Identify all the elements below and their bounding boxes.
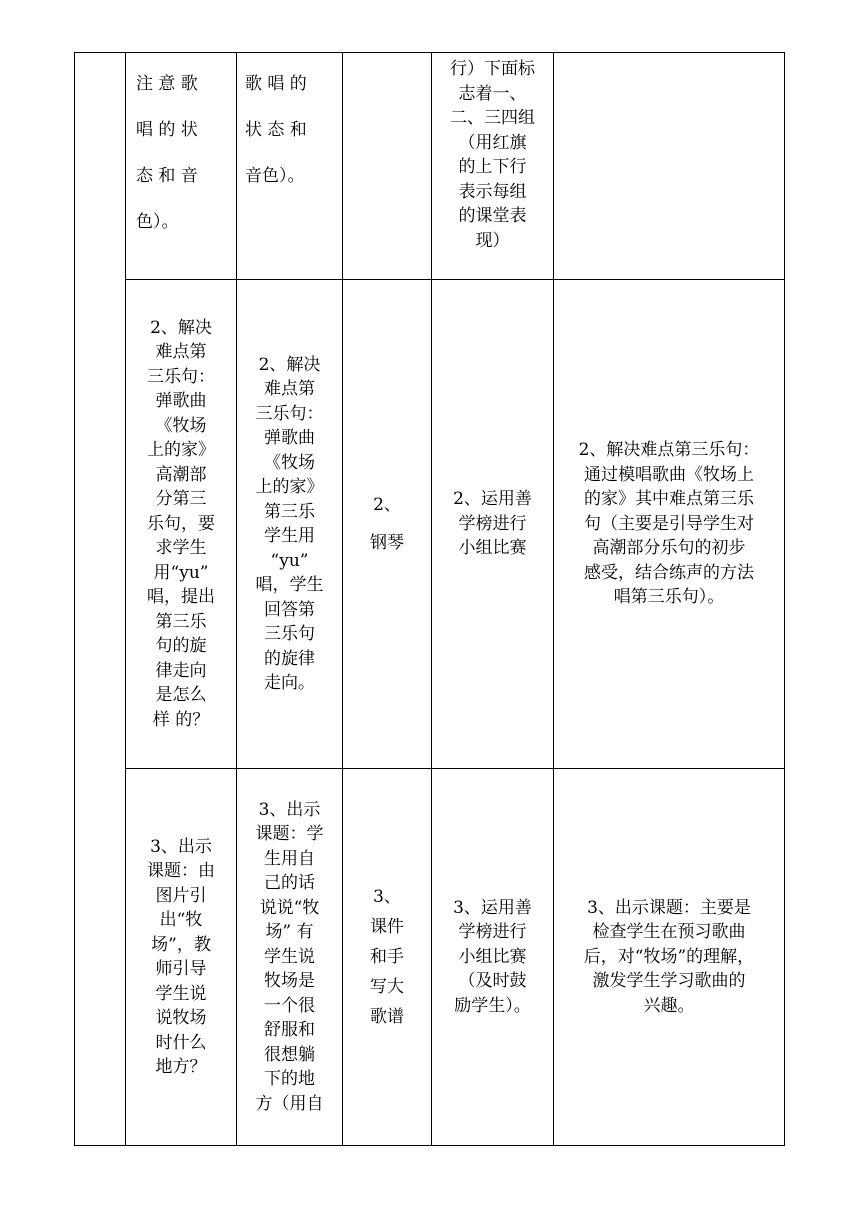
student-activity-cell <box>237 769 343 1146</box>
media-cell <box>343 769 432 1146</box>
media-cell <box>343 280 432 769</box>
table-row <box>75 280 785 769</box>
evaluation-text: 2、运用善 学榜进行 小组比赛 <box>453 489 532 559</box>
evaluation-text: 3、运用善 学榜进行 小组比赛 （及时鼓 励学生）。 <box>453 897 532 1016</box>
design-intent-text: 3、出示课题：主要是 检查学生在预习歌曲 后，对“牧场”的理解， 激发学生学习歌曲的 兴趣。 <box>583 897 755 1016</box>
evaluation-cell <box>432 280 554 769</box>
media-cell <box>343 53 432 280</box>
media-text: 2、 钢琴 <box>370 495 404 553</box>
student-activity-cell <box>237 280 343 769</box>
evaluation-cell <box>432 769 554 1146</box>
table-row <box>75 769 785 1146</box>
evaluation-cell <box>432 53 554 280</box>
evaluation-text: 行）下面标 志着一、 二、三四组 （用红旗 的上下行 表示每组 的课堂表 现） <box>450 59 535 251</box>
teacher-activity-cell <box>126 53 237 280</box>
student-activity-text: 歌 唱 的 状 态 和 音色）。 <box>245 74 307 186</box>
design-intent-cell <box>554 53 785 280</box>
student-activity-text: 2、解决 难点第 三乐句： 弹歌曲 《牧场 上的家》 第三乐 学生用 “yu” 唱，学生 回答第 三乐句 的旋律 走向。 <box>255 354 324 693</box>
teacher-activity-cell <box>126 769 237 1146</box>
teacher-activity-text: 2、解决 难点第 三乐句： 弹歌曲 《牧场 上的家》 高潮部 分第三 乐句，要 求学生 用“yu” 唱，提出 第三乐 句的旋 律走向 是怎么 样 的？ <box>147 317 215 730</box>
design-intent-text: 2、解决难点第三乐句： 通过模唱歌曲《牧场上 的家》其中难点第三乐 句（主要是引导学生对 高潮部分乐句的初步 感受，结合练声的方法 唱第三乐句）。 <box>578 440 760 608</box>
table-row <box>75 53 785 280</box>
student-activity-text: 3、出示 课题：学 生用自 己的话 说说“牧 场” 有 学生说 牧场是 一个很 舒服和 很想躺 下的地 方（用自 <box>255 799 324 1114</box>
media-text: 3、 课件 和手 写大 歌谱 <box>370 887 404 1027</box>
teacher-activity-text: 注 意 歌 唱 的 状 态 和 音 色）。 <box>136 74 198 232</box>
design-intent-cell <box>554 769 785 1146</box>
teacher-activity-cell <box>126 280 237 769</box>
lesson-plan-table <box>74 52 785 1146</box>
student-activity-cell <box>237 53 343 280</box>
leftmost-empty-cell <box>75 53 126 1146</box>
teacher-activity-text: 3、出示 课题：由 图片引 出“牧 场”，教 师引导 学生说 说牧场 时什么 地方？ <box>147 836 215 1077</box>
design-intent-cell <box>554 280 785 769</box>
